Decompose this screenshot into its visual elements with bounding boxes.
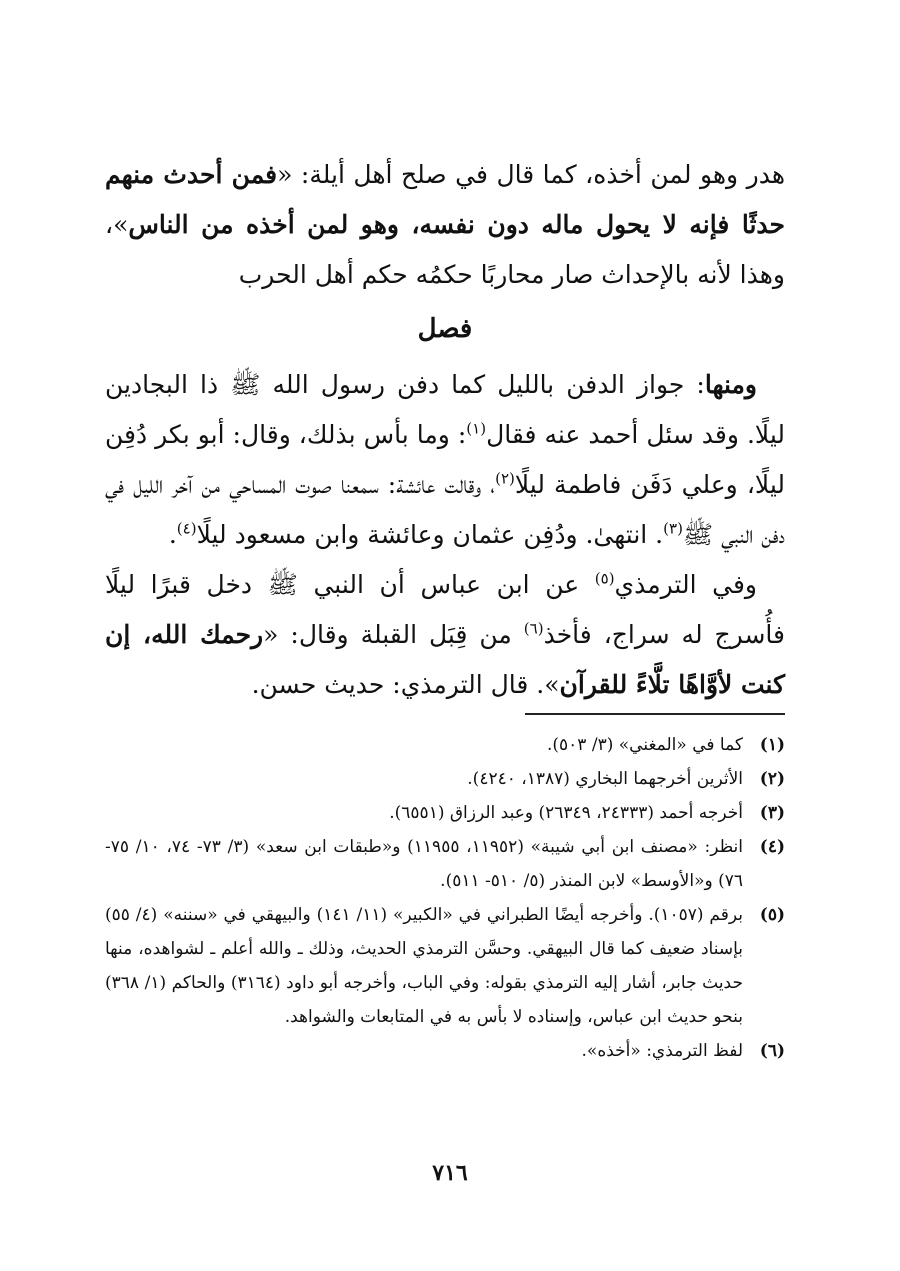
footnote-text: كما في «المغني» (٣/ ٥٠٣).	[546, 735, 743, 755]
footnote-item	[105, 728, 785, 762]
section-heading: فصل	[417, 314, 473, 344]
footnote-ref-2[interactable]: (٢)	[495, 469, 515, 488]
footnote-number: (١)	[759, 735, 785, 755]
footnote-number: (٣)	[759, 803, 785, 823]
footnote-ref-5[interactable]: (٥)	[594, 569, 615, 588]
footnote-text: لفظ الترمذي: «أخذه».	[581, 1041, 743, 1061]
para3-text-2: عن ابن عباس أن النبي ﷺ دخل قبرًا ليلًا فأُسرج له سراج، فأخذ	[105, 570, 785, 649]
para2-text-1: : جواز الدفن بالليل كما دفن رسول الله ﷺ ذا البجادين ليلًا. وقد سئل أحمد عنه فقال	[105, 370, 785, 449]
footnote-text: برقم (١٠٥٧). وأخرجه أيضًا الطبراني في «الكبير» (١١/ ١٤١) والبيهقي في «سننه» (٤/ ٥٥) بإسناد ضعيف كما قال البيهقي. وحسَّن الترمذي الحديث، وذلك ـ والله أعلم ـ لشواهده، منها حديث جابر، أشار إليه الترمذي بقوله: وفي الباب، وأخرجه أبو داود (٣١٦٤) والحاكم (١/ ٣٦٨) بنحو حديث ابن عباس، وإسناده لا بأس به في المتابعات والشواهد.	[105, 905, 743, 1027]
lead-word: ومنها	[704, 370, 757, 399]
para2-text-2: : وما بأس بذلك، وقال: أبو بكر دُفِن ليلًا، وعلي دَفَن فاطمة ليلًا	[105, 420, 785, 499]
footnote-ref-1[interactable]: (١)	[466, 419, 487, 438]
paragraph-tirmidhi	[105, 560, 785, 710]
para2-text-3: ، وقالت عائشة: سمعنا صوت المساحي من آخر الليل في دفن النبي ﷺ	[105, 470, 785, 549]
footnote-number: (٤)	[759, 837, 785, 857]
para2-text-5: .	[168, 520, 177, 549]
para3-text-4: ». قال الترمذي: حديث حسن.	[251, 670, 560, 699]
hadith-quote-ayla: فمن أحدث منهم حدثًا فإنه لا يحول ماله دون نفسه، وهو لمن أخذه من الناس	[105, 160, 785, 239]
footnote-divider	[525, 713, 785, 715]
main-text	[105, 150, 785, 710]
para1-text-2: »، وهذا لأنه بالإحداث صار محاربًا حكمُه حكم أهل الحرب	[105, 210, 785, 289]
footnote-number: (٥)	[759, 905, 785, 925]
para1-text-1: هدر وهو لمن أخذه، كما قال في صلح أهل أيلة: «	[277, 160, 786, 189]
page-number: ٧١٦	[432, 1160, 468, 1186]
footnote-item	[105, 1034, 785, 1068]
hadith-quote-awwah: رحمك الله، إن كنت لأوَّاهًا تلَّاءً للقرآن	[105, 620, 785, 699]
paragraph-night-burial	[105, 360, 785, 560]
footnote-ref-4[interactable]: (٤)	[176, 519, 197, 538]
footnotes	[105, 728, 785, 1068]
footnote-text: أخرجه أحمد (٢٤٣٣٣، ٢٦٣٤٩) وعبد الرزاق (٦٥٥١).	[389, 803, 743, 823]
footnote-number: (٢)	[759, 769, 785, 789]
paragraph-continuation	[105, 150, 785, 300]
footnote-text: الأثرين أخرجهما البخاري (١٣٨٧، ٤٢٤٠).	[467, 769, 743, 789]
footnote-item	[105, 898, 785, 1034]
footnote-ref-3[interactable]: (٣)	[663, 519, 683, 538]
para2-text-4: . انتهىٰ. ودُفِن عثمان وعائشة وابن مسعود ليلًا	[196, 520, 664, 549]
para3-text-3: من قِبَل القبلة وقال: «	[263, 620, 524, 649]
footnote-item	[105, 830, 785, 898]
footnote-item	[105, 796, 785, 830]
para3-text-1: وفي الترمذي	[614, 570, 757, 599]
footnote-item	[105, 762, 785, 796]
footnote-number: (٦)	[759, 1041, 785, 1061]
footnote-text: انظر: «مصنف ابن أبي شيبة» (١١٩٥٢، ١١٩٥٥) و«طبقات ابن سعد» (٣/ ٧٣- ٧٤، ١٠/ ٧٥- ٧٦) و«الأوسط» لابن المنذر (٥/ ٥١٠- ٥١١).	[105, 837, 743, 891]
footnote-ref-6[interactable]: (٦)	[523, 619, 544, 638]
